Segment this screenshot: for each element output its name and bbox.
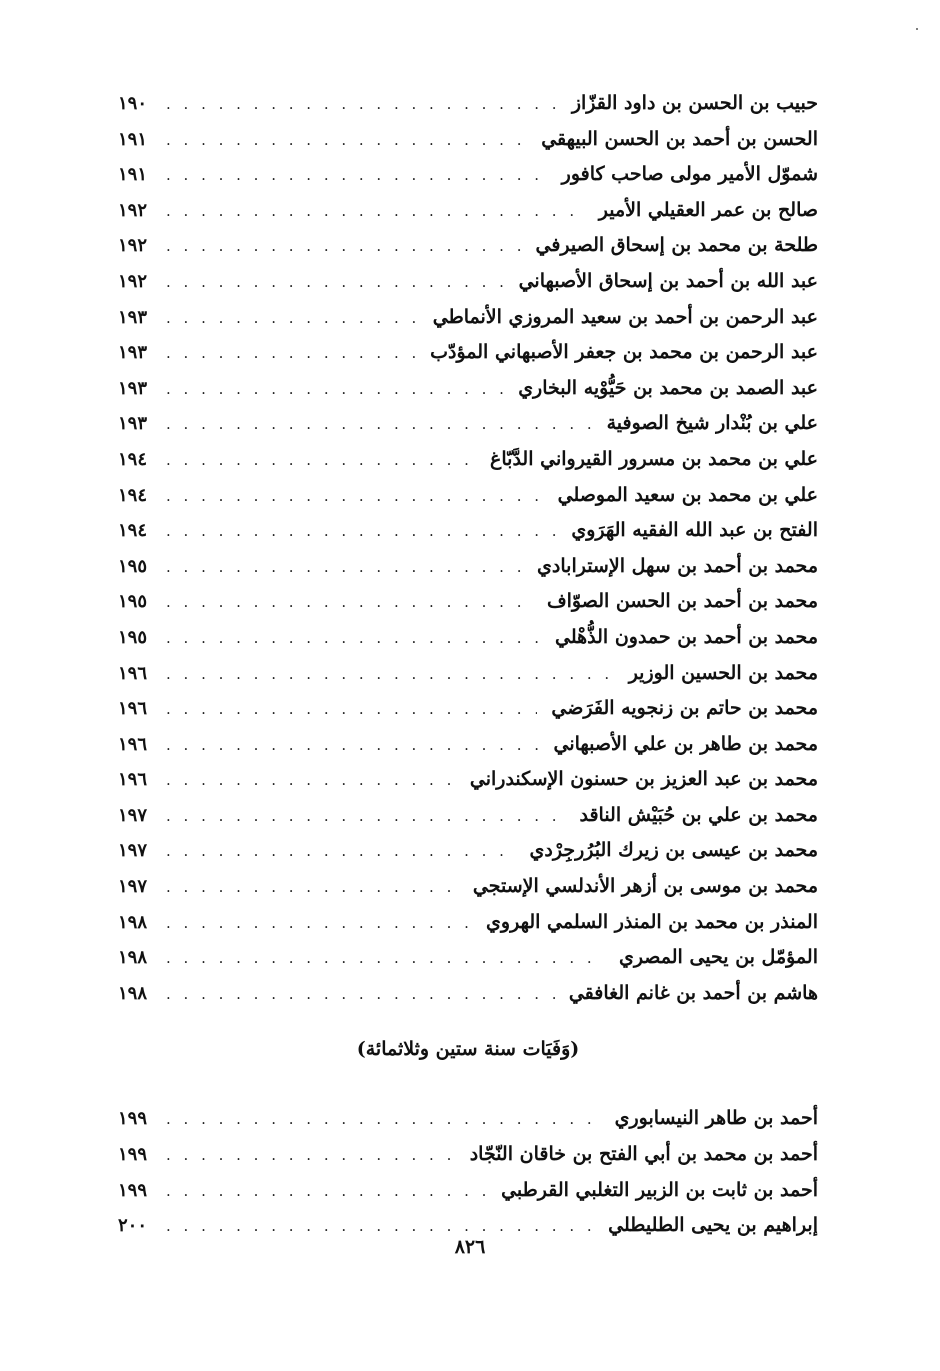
entry-page-number: ١٩٢: [118, 270, 148, 292]
entries-list: [118, 86, 818, 1011]
index-entry: [118, 300, 818, 336]
index-entry: [118, 264, 818, 300]
entry-dot-leader: [166, 977, 555, 1012]
entry-dot-leader: [166, 301, 419, 336]
index-entry: [118, 1173, 818, 1209]
entry-dot-leader: [166, 123, 527, 158]
index-entry: [118, 157, 818, 193]
index-entry: [118, 335, 818, 371]
index-entry: [118, 1137, 818, 1173]
entry-page-number: ١٩٦: [118, 733, 148, 755]
entry-page-number: ١٩٣: [118, 306, 148, 328]
section-heading: (وَفَيَات سنة ستين وثلاثمائة): [356, 1038, 580, 1061]
index-entry: [118, 656, 818, 692]
index-entry: [118, 1101, 818, 1137]
index-entry: [118, 513, 818, 549]
entry-name: محمد بن أحمد بن الحسن الصوّاف: [546, 590, 818, 613]
index-entry: [118, 478, 818, 514]
entry-dot-leader: [166, 906, 472, 941]
entry-name: أحمد بن ثابت بن الزبير التغلبي القرطبي: [501, 1178, 818, 1201]
entry-page-number: ١٩٢: [118, 235, 148, 257]
entry-name: هاشم بن أحمد بن غانم الغافقي: [568, 981, 818, 1004]
entry-dot-leader: [166, 158, 548, 193]
entry-name: علي بن محمد بن سعيد الموصلي: [557, 483, 818, 506]
entry-dot-leader: [166, 1174, 487, 1209]
index-entry: [118, 371, 818, 407]
entry-dot-leader: [166, 621, 541, 656]
index-entry: [118, 798, 818, 834]
index-entry: [118, 620, 818, 656]
entry-dot-leader: [166, 1138, 456, 1173]
entry-page-number: ١٩٨: [118, 947, 148, 969]
entry-name: محمد بن الحسين الوزير: [628, 661, 818, 684]
entry-name: محمد بن علي بن حُبَيْش الناقد: [579, 803, 818, 826]
index-entry: [118, 762, 818, 798]
entry-name: محمد بن عيسى بن زيرك البُرُرجِرْدي: [529, 839, 818, 862]
entry-name: علي بن بُنْدار شيخ الصوفية: [606, 412, 818, 435]
entry-page-number: ١٩١: [118, 128, 148, 150]
entry-name: محمد بن أحمد بن سهل الإسترابادي: [537, 554, 818, 577]
index-entry: [118, 584, 818, 620]
entry-page-number: ١٩٣: [118, 413, 148, 435]
entry-dot-leader: [166, 692, 537, 727]
index-entry: [118, 549, 818, 585]
index-entry: [118, 727, 818, 763]
entry-dot-leader: [166, 1102, 601, 1137]
entry-page-number: ١٩١: [118, 164, 148, 186]
entry-page-number: ١٩٥: [118, 555, 148, 577]
entry-name: الحسن بن أحمد بن الحسن البيهقي: [541, 127, 818, 150]
entry-name: محمد بن حاتم بن زنجويه الفَرَضي: [551, 697, 818, 720]
entry-dot-leader: [166, 728, 539, 763]
entry-name: محمد بن موسى بن أزهر الأندلسي الإستجي: [472, 875, 818, 898]
entry-name: عبد الصمد بن محمد بن حَيُّوْيه البخاري: [518, 376, 818, 399]
index-entry: [118, 905, 818, 941]
entry-dot-leader: [166, 443, 476, 478]
entry-page-number: ١٩٩: [118, 1108, 148, 1130]
entry-page-number: ١٩٤: [118, 520, 148, 542]
entry-name: محمد بن أحمد بن حمدون الذُّهْلي: [555, 625, 818, 648]
entry-dot-leader: [166, 229, 521, 264]
entry-dot-leader: [166, 657, 615, 692]
entry-page-number: ١٩٦: [118, 698, 148, 720]
entry-page-number: ١٩٥: [118, 591, 148, 613]
entry-page-number: ١٩٨: [118, 982, 148, 1004]
entry-page-number: ١٩٣: [118, 342, 148, 364]
entry-name: صالح بن عمر العقيلي الأمير: [598, 198, 818, 221]
entry-page-number: ١٩٦: [118, 662, 148, 684]
entry-name: المنذر بن محمد بن المنذر السلمي الهروي: [486, 910, 818, 933]
entry-name: حبيب بن الحسن بن داود القزّاز: [571, 92, 818, 114]
entry-page-number: ٢٠٠: [118, 1215, 148, 1237]
entry-dot-leader: [166, 407, 593, 442]
entry-name: محمد بن طاهر بن علي الأصبهاني: [553, 732, 818, 755]
entry-page-number: ١٩٧: [118, 840, 148, 862]
entry-dot-leader: [166, 550, 523, 585]
index-entry: [118, 406, 818, 442]
entry-page-number: ١٩٩: [118, 1144, 148, 1166]
entry-page-number: ١٩٨: [118, 911, 148, 933]
index-entry: [118, 976, 818, 1012]
entry-dot-leader: [166, 336, 416, 371]
index-page: [118, 86, 818, 1244]
index-entry: [118, 442, 818, 478]
entry-name: طلحة بن محمد بن إسحاق الصيرفي: [535, 234, 818, 257]
entry-dot-leader: [166, 763, 456, 798]
entry-page-number: ١٩٣: [118, 377, 148, 399]
entry-name: محمد بن عبد العزيز بن حسنون الإسكندراني: [469, 768, 818, 791]
index-entry: [118, 122, 818, 158]
entry-dot-leader: [166, 941, 605, 976]
entry-dot-leader: [166, 265, 505, 300]
entry-dot-leader: [166, 514, 557, 549]
index-entry: [118, 86, 818, 122]
index-entry: [118, 691, 818, 727]
index-entry: [118, 869, 818, 905]
entry-page-number: ١٩٢: [118, 199, 148, 221]
entry-dot-leader: [166, 194, 585, 229]
entry-page-number: ١٩٠: [118, 93, 148, 114]
entry-name: أحمد بن محمد بن أبي الفتح بن خاقان النّجّاد: [469, 1143, 818, 1166]
entry-page-number: ١٩٧: [118, 804, 148, 826]
index-entry: [118, 833, 818, 869]
section-entries-list: [118, 1101, 818, 1243]
index-entry: [118, 193, 818, 229]
entry-page-number: ١٩٩: [118, 1179, 148, 1201]
entry-name: المؤمّل بن يحيى المصري: [618, 946, 818, 969]
entry-page-number: ١٩٦: [118, 769, 148, 791]
entry-name: عبد الله بن أحمد بن إسحاق الأصبهاني: [518, 269, 818, 292]
entry-page-number: ١٩٤: [118, 484, 148, 506]
entry-name: عبد الرحمن بن أحمد بن سعيد المروزي الأنماطي: [432, 305, 818, 328]
page-number: ٨٢٦: [454, 1236, 486, 1258]
entry-dot-leader: [166, 372, 504, 407]
entry-dot-leader: [166, 799, 565, 834]
entry-dot-leader: [166, 479, 544, 514]
entry-dot-leader: [166, 87, 558, 122]
entry-page-number: ١٩٧: [118, 876, 148, 898]
index-entry: [118, 228, 818, 264]
entry-name: إبراهيم بن يحيى الطليطلي: [608, 1214, 818, 1237]
entry-name: شموّل الأمير مولى صاحب كافور: [561, 163, 818, 186]
stray-mark: [916, 28, 918, 30]
entry-page-number: ١٩٤: [118, 448, 148, 470]
entry-page-number: ١٩٥: [118, 626, 148, 648]
entry-dot-leader: [166, 834, 516, 869]
entry-name: علي بن محمد بن مسرور القيرواني الدَّبّاغ: [490, 447, 818, 470]
entry-name: الفتح بن عبد الله الفقيه الهَرَوي: [571, 519, 818, 542]
entry-dot-leader: [166, 585, 533, 620]
entry-name: عبد الرحمن بن محمد بن جعفر الأصبهاني المؤدّب: [430, 341, 818, 364]
index-entry: [118, 940, 818, 976]
entry-name: أحمد بن طاهر النيسابوري: [614, 1107, 818, 1130]
entry-dot-leader: [166, 870, 459, 905]
